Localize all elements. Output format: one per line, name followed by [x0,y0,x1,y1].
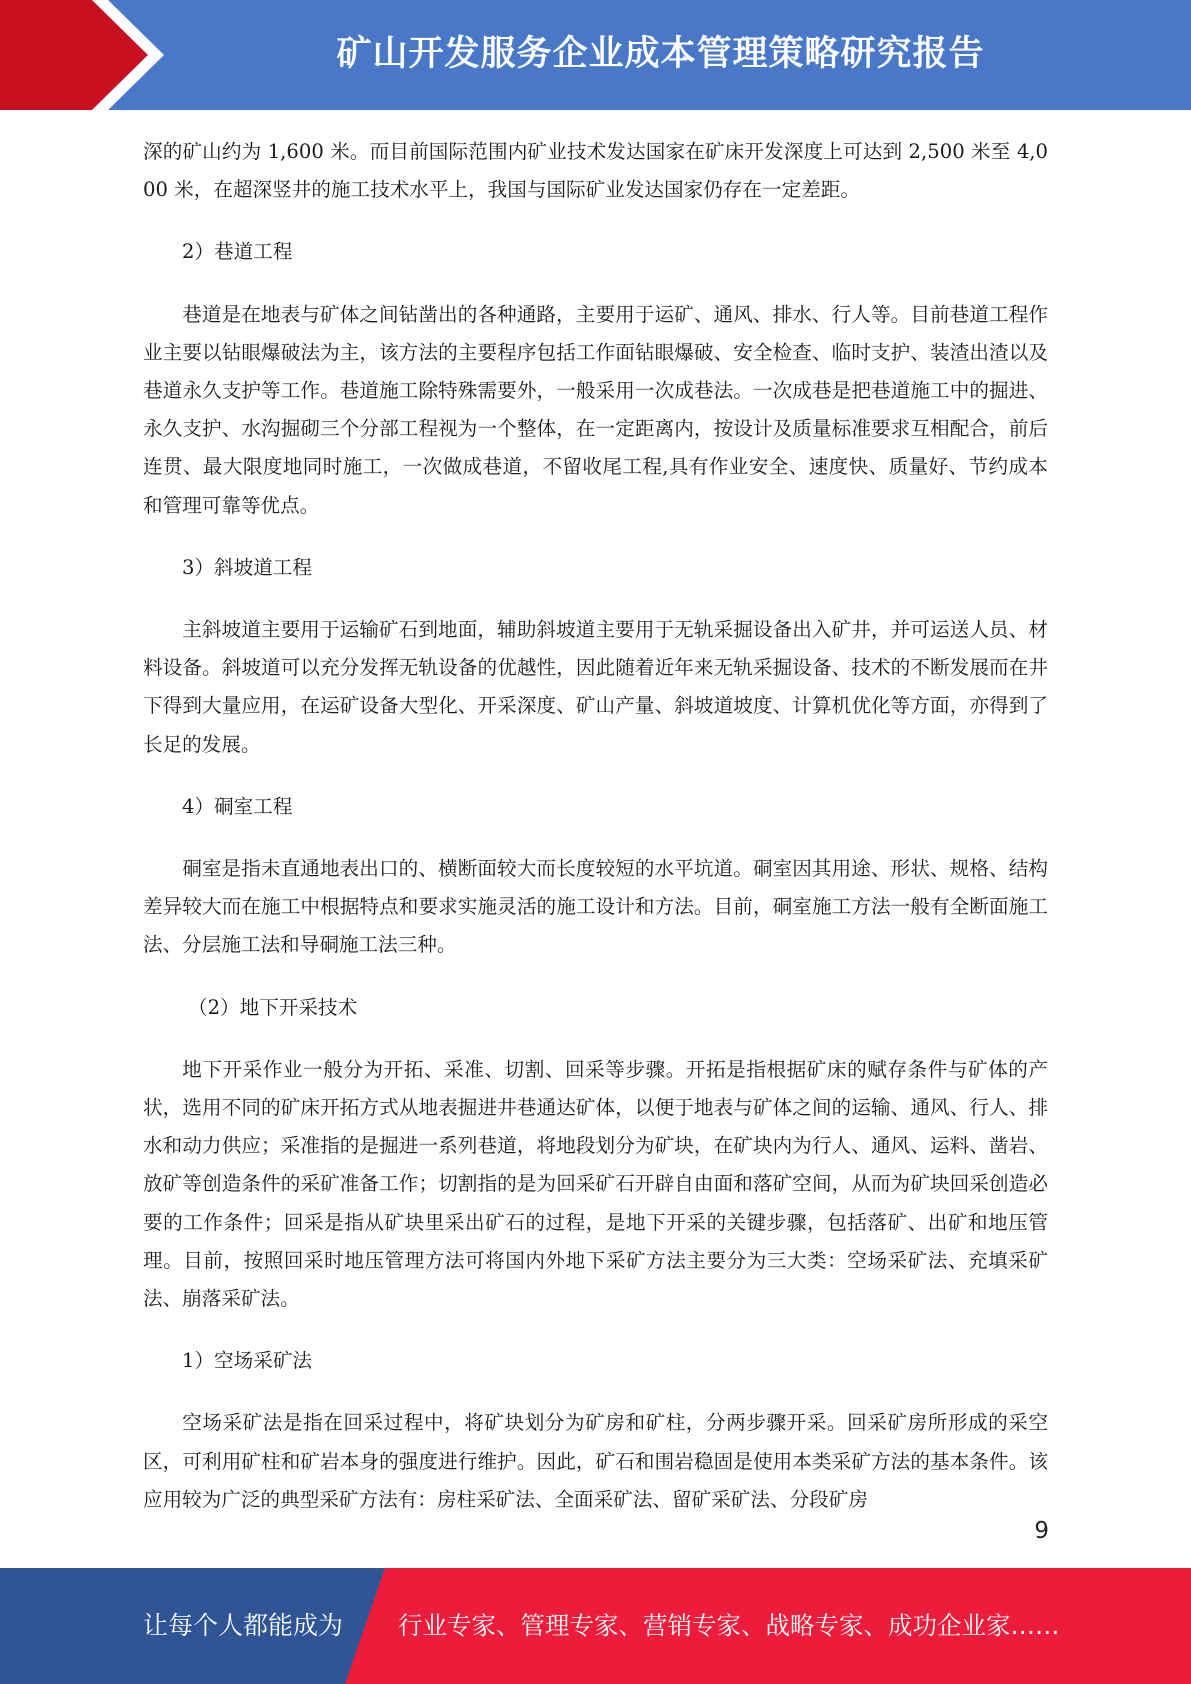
paragraph-intro: 深的矿山约为 1,600 米。而目前国际范围内矿业技术发达国家在矿床开发深度上可达到 2,500 米至 4,000 米，在超深竖井的施工技术水平上，我国与国际矿业发达国家仍存在一定差距。 [143,140,1048,202]
page-header [0,0,1191,110]
paragraph-open-stope: 空场采矿法是指在回采过程中，将矿块划分为矿房和矿柱，分两步骤开采。回采矿房所形成的采空区，可利用矿柱和矿岩本身的强度进行维护。因此，矿石和围岩稳固是使用本类采矿方法的基本条件。该应用较为广泛的典型采矿方法有：房柱采矿法、全面采矿法、留矿采矿法、分段矿房 [143,1411,1048,1511]
footer-slogan-right: 行业专家、管理专家、营销专家、战略专家、成功企业家…… [398,1611,1060,1640]
header-chevron-decoration [0,0,200,110]
paragraph-chamber: 硐室是指未直通地表出口的、横断面较大而长度较短的水平坑道。硐室因其用途、形状、规格、结构差异较大而在施工中根据特点和要求实施灵活的施工设计和方法。目前，硐室施工方法一般有全断面施工法、分层施工法和导硐施工法三种。 [143,857,1048,957]
section-heading-roadway: 2）巷道工程 [182,240,293,264]
paragraph-roadway: 巷道是在地表与矿体之间钻凿出的各种通路，主要用于运矿、通风、排水、行人等。目前巷道工程作业主要以钻眼爆破法为主，该方法的主要程序包括工作面钻眼爆破、安全检查、临时支护、装渣出渣以及巷道永久支护等工作。巷道施工除特殊需要外，一般采用一次成巷法。一次成巷是把巷道施工中的掘进、永久支护、水沟掘砌三个分部工程视为一个整体，在一定距离内，按设计及质量标准要求互相配合，前后连贯、最大限度地同时施工，一次做成巷道，不留收尾工程,具有作业安全、速度快、质量好、节约成本和管理可靠等优点。 [143,302,1048,517]
section-heading-open-stope: 1）空场采矿法 [182,1349,313,1373]
document-body [143,133,1048,1519]
page-footer [0,1568,1191,1684]
paragraph-ramp: 主斜坡道主要用于运输矿石到地面，辅助斜坡道主要用于无轨采掘设备出入矿井，并可运送人员、材料设备。斜坡道可以充分发挥无轨设备的优越性，因此随着近年来无轨采掘设备、技术的不断发展而在井下得到大量应用，在运矿设备大型化、开采深度、矿山产量、斜坡道坡度、计算机优化等方面，亦得到了长足的发展。 [143,618,1048,756]
section-heading-ramp: 3）斜坡道工程 [182,555,313,579]
page-number: 9 [1034,1518,1049,1544]
section-heading-underground-mining: （2）地下开采技术 [188,995,358,1019]
footer-slogan-left: 让每个人都能成为 [143,1611,344,1640]
paragraph-underground-mining: 地下开采作业一般分为开拓、采准、切割、回采等步骤。开拓是指根据矿床的赋存条件与矿体的产状，选用不同的矿床开拓方式从地表掘进井巷通达矿体，以便于地表与矿体之间的运输、通风、行人、排水和动力供应；采准指的是掘进一系列巷道，将地段划分为矿块，在矿块内为行人、通风、运料、凿岩、放矿等创造条件的采矿准备工作；切割指的是为回采矿石开辟自由面和落矿空间，从而为矿块回采创造必要的工作条件；回采是指从矿块里采出矿石的过程，是地下开采的关键步骤，包括落矿、出矿和地压管理。目前，按照回采时地压管理方法可将国内外地下采矿方法主要分为三大类：空场采矿法、充填采矿法、崩落采矿法。 [143,1057,1048,1311]
section-heading-chamber: 4）硐室工程 [182,794,293,818]
report-title: 矿山开发服务企业成本管理策略研究报告 [336,34,985,74]
